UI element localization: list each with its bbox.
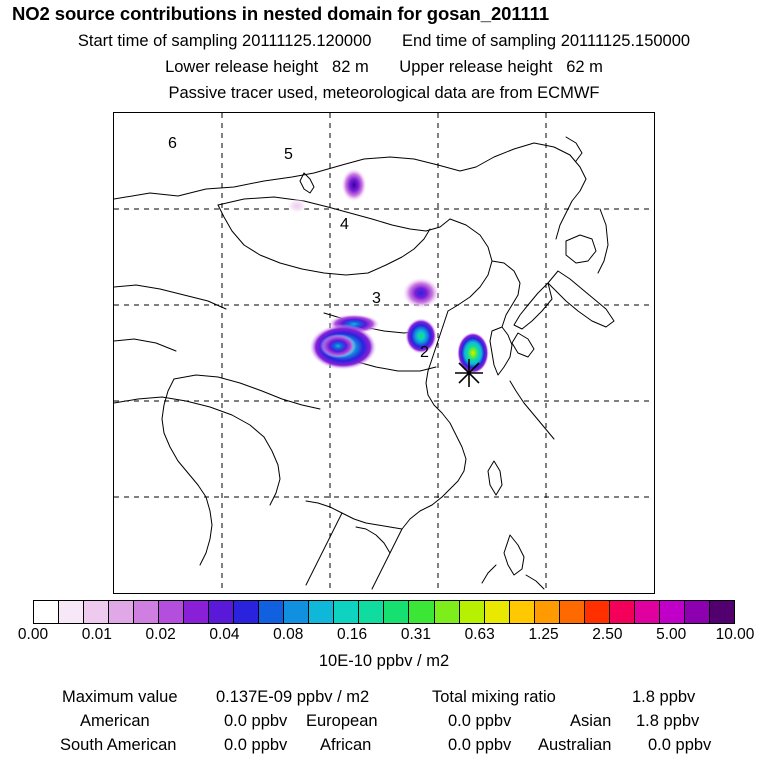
total-ratio-value: 1.8 ppbv [632,688,696,706]
source-american-value: 0.0 ppbv [224,712,288,730]
colorbar-unit-label: 10E-10 ppbv / m2 [318,652,450,670]
end-time-label: End time of sampling [402,32,557,50]
colorbar-cell-15 [409,601,434,623]
colorbar-cell-8 [234,601,259,623]
end-time-segment [402,32,690,51]
colorbar-tick-0: 0.00 [17,626,49,643]
lower-release-segment [165,58,369,77]
source-asian-value: 1.8 ppbv [636,712,700,730]
source-african-label: African [320,736,372,754]
start-time-value: 20111125.120000 [242,32,372,50]
colorbar-cell-19 [510,601,535,623]
upper-release-segment [399,58,603,77]
start-time-segment [78,32,372,51]
colorbar-cell-23 [610,601,635,623]
colorbar-tick-1: 0.01 [81,626,112,643]
source-european-label: European [306,712,378,730]
colorbar-cell-26 [685,601,710,623]
colorbar-tick-7: 0.63 [464,626,495,643]
region-label-5: 5 [284,146,293,163]
colorbar-cell-13 [359,601,384,623]
receptor-marker [455,359,483,387]
map-svg [114,113,654,593]
colorbar-cell-17 [460,601,485,623]
colorbar-gradient [33,600,735,624]
colorbar-cell-10 [284,601,309,623]
colorbar-tick-9: 2.50 [592,626,623,643]
region-label-6: 6 [168,135,177,152]
colorbar-tick-10: 5.00 [656,626,687,643]
sampling-time-row [0,32,768,51]
colorbar-cell-14 [384,601,409,623]
met-note: Passive tracer used, meteorological data are from ECMWF [168,84,600,102]
region-label-2: 2 [420,344,429,361]
colorbar-cell-21 [560,601,585,623]
colorbar-cell-2 [84,601,109,623]
colorbar-cell-20 [535,601,560,623]
colorbar-cell-11 [309,601,334,623]
colorbar-cell-22 [585,601,610,623]
colorbar-cell-18 [485,601,510,623]
colorbar-cell-27 [710,601,734,623]
page-title: NO2 source contributions in nested domain for gosan_201111 [12,3,550,24]
upper-release-value: 62 m [566,58,603,76]
source-european-value: 0.0 ppbv [448,712,512,730]
source-south-american-value: 0.0 ppbv [224,736,288,754]
max-value-label: Maximum value [62,688,178,706]
plume-3 [402,277,440,309]
colorbar-cell-24 [635,601,660,623]
plume-2 [287,199,307,213]
start-time-label: Start time of sampling [77,32,238,50]
total-ratio-label: Total mixing ratio [432,688,556,706]
colorbar-tick-8: 1.25 [528,626,559,643]
colorbar-tick-11: 10.00 [715,626,755,643]
map-plot-area [113,112,655,594]
colorbar-tick-3: 0.04 [209,626,240,643]
footer-sources-row-2 [0,736,768,756]
max-value-value: 0.137E-09 ppbv / m2 [216,688,370,706]
footer-summary-row [0,688,768,708]
colorbar-cell-7 [209,601,234,623]
colorbar-cell-1 [59,601,84,623]
source-american-label: American [80,712,150,730]
source-australian-label: Australian [538,736,612,754]
colorbar-cell-9 [259,601,284,623]
colorbar-tick-6: 0.31 [400,626,431,643]
lower-release-value: 82 m [332,58,369,76]
colorbar-cell-0 [34,601,59,623]
plume-5b [320,334,356,358]
plume-1 [341,168,367,202]
colorbar-cell-4 [134,601,159,623]
colorbar-cell-5 [159,601,184,623]
colorbar-cell-25 [660,601,685,623]
region-label-4: 4 [340,216,349,233]
source-australian-value: 0.0 ppbv [648,736,712,754]
colorbar [33,600,735,624]
release-height-row [0,58,768,77]
colorbar-tick-2: 0.02 [145,626,176,643]
lower-release-label: Lower release height [165,58,319,76]
end-time-value: 20111125.150000 [560,32,691,50]
footer-sources-row-1 [0,712,768,732]
upper-release-label: Upper release height [399,58,553,76]
colorbar-cell-12 [334,601,359,623]
colorbar-tick-5: 0.16 [336,626,368,643]
colorbar-tick-4: 0.08 [273,626,304,643]
plume-7 [457,332,489,374]
region-label-3: 3 [372,290,381,307]
colorbar-cell-3 [109,601,134,623]
colorbar-cell-6 [184,601,209,623]
source-asian-label: Asian [570,712,612,730]
colorbar-tick-labels [0,626,768,646]
source-african-value: 0.0 ppbv [448,736,512,754]
source-south-american-label: South American [60,736,177,754]
colorbar-cell-16 [435,601,460,623]
